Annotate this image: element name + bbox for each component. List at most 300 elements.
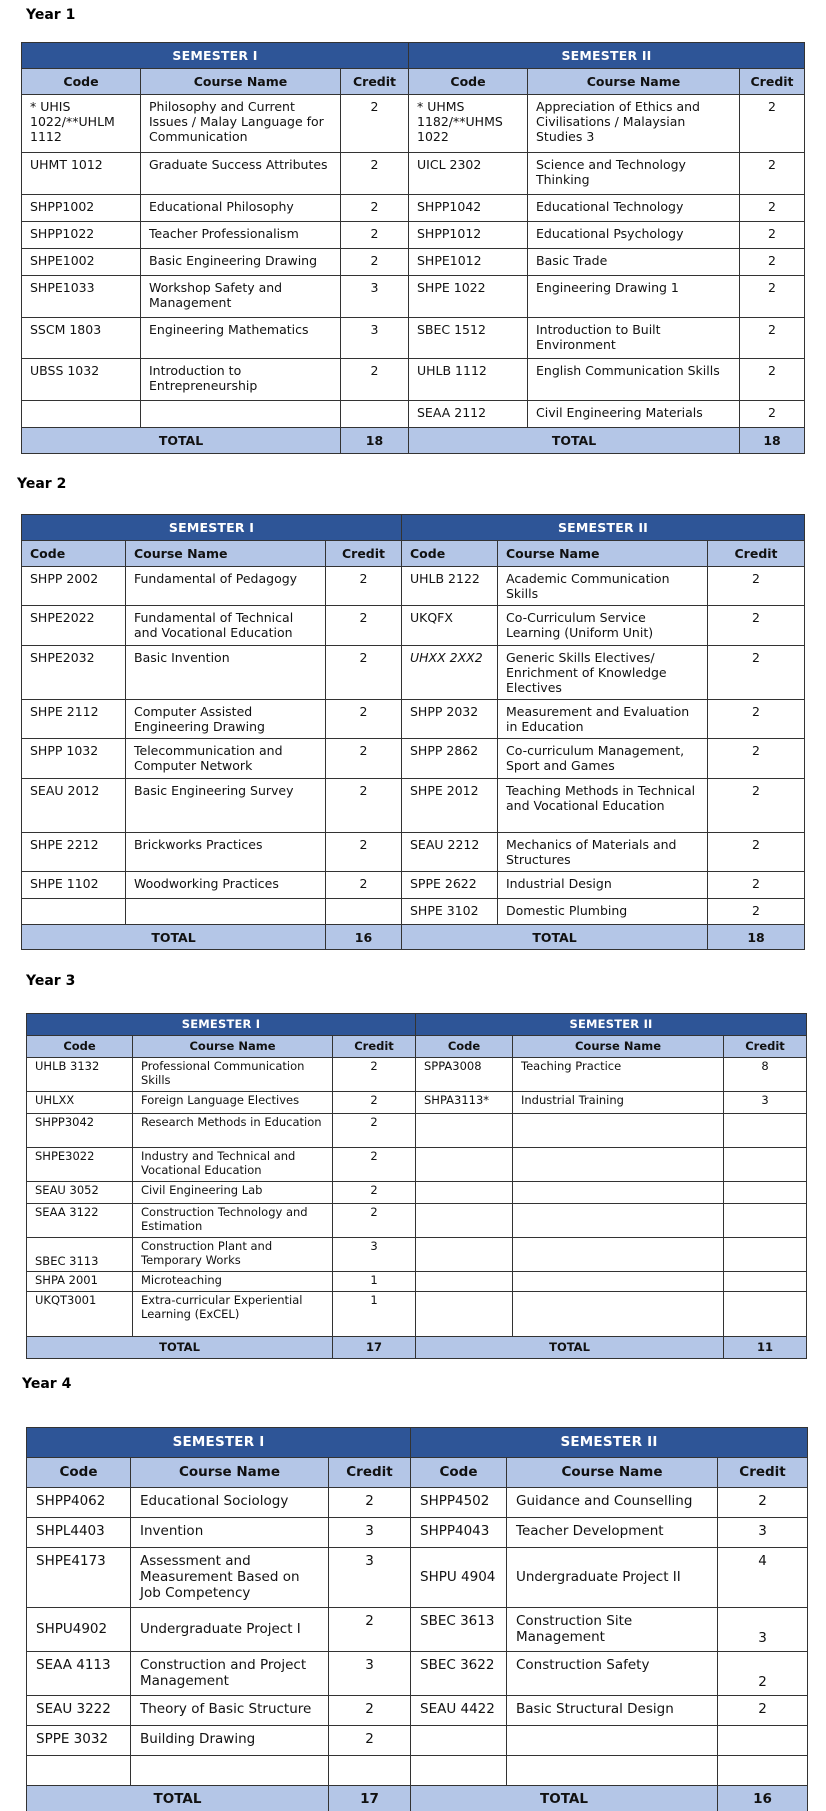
table-row: [27, 1292, 807, 1337]
semester-2-code-cell: SHPU 4904: [411, 1548, 507, 1608]
semester-1-header: SEMESTER I: [22, 515, 402, 541]
table-row: [22, 899, 805, 925]
semester-1-code-cell: SHPP4062: [27, 1488, 131, 1518]
semester-2-credit-cell: 8: [724, 1058, 807, 1092]
semester-1-code-cell: * UHIS 1022/**UHLM 1112: [22, 95, 141, 153]
table-row: [22, 153, 805, 195]
semester-1-code-cell: SEAU 3052: [27, 1182, 133, 1204]
semester-1-credit-cell: 2: [329, 1726, 411, 1756]
semester-1-course-name-cell: [126, 899, 326, 925]
code-header: Code: [409, 69, 528, 95]
semester-2-credit-cell: 2: [740, 249, 805, 276]
semester-2-credit-cell: 2: [740, 222, 805, 249]
semester-1-course-name-cell: Construction and Project Management: [131, 1652, 329, 1696]
semester-1-code-cell: SEAA 3122: [27, 1204, 133, 1238]
year-3-title: Year 3: [26, 973, 76, 989]
semester-1-course-name-cell: Research Methods in Education: [133, 1114, 333, 1148]
code-header: Code: [27, 1036, 133, 1058]
table-row: [27, 1548, 808, 1608]
semester-2-credit-cell: [724, 1148, 807, 1182]
table-row: [22, 276, 805, 318]
semester-1-total: 16: [326, 925, 402, 950]
semester-1-course-name-cell: Basic Invention: [126, 646, 326, 700]
table-row: [27, 1204, 807, 1238]
semester-2-course-name-cell: Co-Curriculum Service Learning (Uniform Unit): [498, 606, 708, 646]
semester-2-code-cell: SEAU 2212: [402, 833, 498, 872]
table-row: [22, 646, 805, 700]
semester-1-course-name-cell: Philosophy and Current Issues / Malay Language for Communication: [141, 95, 341, 153]
credit-header: Credit: [326, 541, 402, 567]
semester-1-course-name-cell: Industry and Technical and Vocational Education: [133, 1148, 333, 1182]
semester-2-credit-cell: 3: [718, 1608, 808, 1652]
code-header: Code: [416, 1036, 513, 1058]
semester-1-course-name-cell: Brickworks Practices: [126, 833, 326, 872]
course-name-header: Course Name: [507, 1458, 718, 1488]
semester-1-course-name-cell: Extra-curricular Experiential Learning (ExCEL): [133, 1292, 333, 1337]
semester-2-header: SEMESTER II: [402, 515, 805, 541]
total-label: TOTAL: [22, 428, 341, 454]
semester-1-code-cell: SBEC 3113: [27, 1238, 133, 1272]
semester-2-code-cell: SHPE 3102: [402, 899, 498, 925]
semester-2-course-name-cell: [513, 1238, 724, 1272]
semester-1-total: 17: [333, 1337, 416, 1359]
semester-2-header: SEMESTER II: [411, 1428, 808, 1458]
semester-1-course-name-cell: Basic Engineering Drawing: [141, 249, 341, 276]
semester-2-credit-cell: 2: [718, 1488, 808, 1518]
semester-2-course-name-cell: Construction Safety: [507, 1652, 718, 1696]
semester-1-course-name-cell: Civil Engineering Lab: [133, 1182, 333, 1204]
semester-2-credit-cell: [724, 1238, 807, 1272]
semester-1-course-name-cell: Foreign Language Electives: [133, 1092, 333, 1114]
table-row: [22, 95, 805, 153]
semester-1-total: 18: [341, 428, 409, 454]
semester-1-course-name-cell: Educational Philosophy: [141, 195, 341, 222]
semester-1-credit-cell: 3: [329, 1548, 411, 1608]
total-label: TOTAL: [402, 925, 708, 950]
semester-1-header: SEMESTER I: [27, 1014, 416, 1036]
semester-2-course-name-cell: Teaching Practice: [513, 1058, 724, 1092]
semester-2-course-name-cell: [513, 1272, 724, 1292]
semester-2-course-name-cell: Basic Structural Design: [507, 1696, 718, 1726]
course-name-header: Course Name: [133, 1036, 333, 1058]
table-row: [27, 1238, 807, 1272]
year-3-course-rows: [27, 1058, 807, 1337]
semester-1-credit-cell: 2: [333, 1182, 416, 1204]
semester-1-course-name-cell: Basic Engineering Survey: [126, 779, 326, 833]
semester-2-code-cell: SEAA 2112: [409, 401, 528, 428]
semester-1-course-name-cell: Undergraduate Project I: [131, 1608, 329, 1652]
semester-2-credit-cell: 2: [708, 646, 805, 700]
semester-2-course-name-cell: Undergraduate Project II: [507, 1548, 718, 1608]
semester-2-course-name-cell: Co-curriculum Management, Sport and Games: [498, 739, 708, 779]
semester-2-code-cell: UHLB 1112: [409, 359, 528, 401]
semester-1-course-name-cell: Teacher Professionalism: [141, 222, 341, 249]
semester-2-credit-cell: 2: [740, 95, 805, 153]
credit-header: Credit: [341, 69, 409, 95]
semester-1-credit-cell: 2: [326, 872, 402, 899]
semester-2-credit-cell: [724, 1272, 807, 1292]
semester-2-credit-cell: [724, 1292, 807, 1337]
semester-2-code-cell: UHLB 2122: [402, 567, 498, 606]
semester-1-course-name-cell: Microteaching: [133, 1272, 333, 1292]
semester-2-code-cell: [416, 1148, 513, 1182]
semester-2-course-name-cell: Introduction to Built Environment: [528, 318, 740, 359]
semester-2-credit-cell: [718, 1726, 808, 1756]
semester-2-course-name-cell: Mechanics of Materials and Structures: [498, 833, 708, 872]
table-row: [22, 872, 805, 899]
semester-2-course-name-cell: Educational Technology: [528, 195, 740, 222]
semester-2-code-cell: SHPE1012: [409, 249, 528, 276]
semester-2-course-name-cell: Construction Site Management: [507, 1608, 718, 1652]
semester-2-course-name-cell: Domestic Plumbing: [498, 899, 708, 925]
semester-1-credit-cell: 2: [326, 779, 402, 833]
semester-1-course-name-cell: Construction Plant and Temporary Works: [133, 1238, 333, 1272]
semester-2-credit-cell: 2: [708, 700, 805, 739]
total-row: [22, 925, 805, 950]
table-row: [27, 1608, 808, 1652]
semester-1-course-name-cell: Woodworking Practices: [126, 872, 326, 899]
table-row: [27, 1058, 807, 1092]
semester-1-credit-cell: 2: [341, 195, 409, 222]
credit-header: Credit: [718, 1458, 808, 1488]
year-2-table: [21, 514, 805, 950]
semester-2-code-cell: SHPP1012: [409, 222, 528, 249]
semester-2-code-cell: [416, 1238, 513, 1272]
semester-1-credit-cell: 2: [326, 833, 402, 872]
semester-1-code-cell: SHPP 1032: [22, 739, 126, 779]
semester-2-credit-cell: [724, 1204, 807, 1238]
semester-1-code-cell: UHLXX: [27, 1092, 133, 1114]
semester-2-code-cell: [416, 1114, 513, 1148]
semester-1-credit-cell: 2: [326, 646, 402, 700]
semester-2-code-cell: SHPP4502: [411, 1488, 507, 1518]
table-row: [22, 401, 805, 428]
table-row: [22, 222, 805, 249]
semester-1-credit-cell: 2: [341, 249, 409, 276]
semester-1-code-cell: SEAU 2012: [22, 779, 126, 833]
semester-2-total: 16: [718, 1786, 808, 1811]
course-name-header: Course Name: [126, 541, 326, 567]
semester-1-code-cell: SHPE2032: [22, 646, 126, 700]
semester-1-code-cell: SHPU4902: [27, 1608, 131, 1652]
semester-2-code-cell: SHPP 2862: [402, 739, 498, 779]
semester-2-header: SEMESTER II: [416, 1014, 807, 1036]
code-header: Code: [27, 1458, 131, 1488]
semester-2-course-name-cell: Academic Communication Skills: [498, 567, 708, 606]
semester-1-credit-cell: [329, 1756, 411, 1786]
semester-1-code-cell: SHPE2022: [22, 606, 126, 646]
semester-2-course-name-cell: Engineering Drawing 1: [528, 276, 740, 318]
semester-2-code-cell: SBEC 3613: [411, 1608, 507, 1652]
year-4-course-rows: [27, 1488, 808, 1786]
semester-1-code-cell: UHMT 1012: [22, 153, 141, 195]
code-header: Code: [402, 541, 498, 567]
semester-2-code-cell: [411, 1726, 507, 1756]
semester-2-code-cell: [416, 1292, 513, 1337]
semester-2-code-cell: UICL 2302: [409, 153, 528, 195]
semester-2-credit-cell: 2: [708, 779, 805, 833]
semester-1-credit-cell: 2: [326, 606, 402, 646]
semester-2-code-cell: SHPA3113*: [416, 1092, 513, 1114]
semester-2-course-name-cell: Industrial Training: [513, 1092, 724, 1114]
total-label: TOTAL: [409, 428, 740, 454]
semester-1-credit-cell: 1: [333, 1292, 416, 1337]
semester-2-credit-cell: 2: [740, 318, 805, 359]
semester-1-code-cell: UBSS 1032: [22, 359, 141, 401]
semester-2-code-cell: [416, 1272, 513, 1292]
code-header: Code: [22, 69, 141, 95]
semester-1-credit-cell: [326, 899, 402, 925]
semester-2-course-name-cell: Industrial Design: [498, 872, 708, 899]
table-row: [22, 700, 805, 739]
semester-2-course-name-cell: Civil Engineering Materials: [528, 401, 740, 428]
semester-1-credit-cell: 2: [329, 1488, 411, 1518]
semester-1-credit-cell: 2: [341, 359, 409, 401]
semester-1-code-cell: UKQT3001: [27, 1292, 133, 1337]
semester-1-course-name-cell: Engineering Mathematics: [141, 318, 341, 359]
semester-2-course-name-cell: [507, 1756, 718, 1786]
semester-1-code-cell: SHPA 2001: [27, 1272, 133, 1292]
year-2-course-rows: [22, 567, 805, 925]
semester-1-course-name-cell: [141, 401, 341, 428]
course-name-header: Course Name: [528, 69, 740, 95]
semester-1-code-cell: SHPE1002: [22, 249, 141, 276]
table-row: [27, 1092, 807, 1114]
year-3-table: [26, 1013, 807, 1359]
semester-1-credit-cell: 3: [341, 318, 409, 359]
total-row: [22, 428, 805, 454]
semester-1-total: 17: [329, 1786, 411, 1811]
semester-1-code-cell: SHPE 1102: [22, 872, 126, 899]
semester-1-credit-cell: 2: [326, 567, 402, 606]
table-row: [22, 359, 805, 401]
credit-header: Credit: [740, 69, 805, 95]
semester-1-course-name-cell: Fundamental of Technical and Vocational Education: [126, 606, 326, 646]
semester-1-credit-cell: 2: [333, 1148, 416, 1182]
semester-1-credit-cell: 3: [329, 1518, 411, 1548]
semester-1-credit-cell: 3: [333, 1238, 416, 1272]
semester-2-credit-cell: 2: [740, 276, 805, 318]
semester-1-credit-cell: 2: [326, 739, 402, 779]
semester-2-course-name-cell: Measurement and Evaluation in Education: [498, 700, 708, 739]
semester-1-credit-cell: 2: [326, 700, 402, 739]
semester-1-course-name-cell: [131, 1756, 329, 1786]
semester-2-code-cell: UHXX 2XX2: [402, 646, 498, 700]
year-1-table: [21, 42, 805, 454]
semester-2-credit-cell: 2: [740, 401, 805, 428]
table-row: [22, 606, 805, 646]
semester-2-code-cell: SPPA3008: [416, 1058, 513, 1092]
course-name-header: Course Name: [141, 69, 341, 95]
table-row: [27, 1726, 808, 1756]
semester-2-code-cell: SHPE 1022: [409, 276, 528, 318]
semester-2-credit-cell: [724, 1114, 807, 1148]
semester-1-credit-cell: 2: [333, 1092, 416, 1114]
semester-2-credit-cell: 2: [740, 153, 805, 195]
semester-1-course-name-cell: Workshop Safety and Management: [141, 276, 341, 318]
semester-1-course-name-cell: Building Drawing: [131, 1726, 329, 1756]
semester-1-code-cell: SHPP1002: [22, 195, 141, 222]
total-row: [27, 1337, 807, 1359]
semester-1-code-cell: SHPP3042: [27, 1114, 133, 1148]
table-row: [22, 249, 805, 276]
total-label: TOTAL: [416, 1337, 724, 1359]
table-row: [27, 1148, 807, 1182]
semester-2-course-name-cell: [513, 1182, 724, 1204]
semester-2-credit-cell: [724, 1182, 807, 1204]
table-row: [27, 1756, 808, 1786]
semester-2-code-cell: [416, 1182, 513, 1204]
semester-2-credit-cell: 2: [708, 606, 805, 646]
total-label: TOTAL: [22, 925, 326, 950]
table-row: [22, 779, 805, 833]
semester-2-total: 18: [740, 428, 805, 454]
semester-1-code-cell: SHPP 2002: [22, 567, 126, 606]
semester-1-code-cell: SHPP1022: [22, 222, 141, 249]
semester-1-credit-cell: 2: [329, 1696, 411, 1726]
semester-1-credit-cell: 2: [333, 1114, 416, 1148]
semester-1-header: SEMESTER I: [22, 43, 409, 69]
semester-1-course-name-cell: Theory of Basic Structure: [131, 1696, 329, 1726]
total-row: [27, 1786, 808, 1811]
table-row: [27, 1696, 808, 1726]
semester-1-credit-cell: 2: [341, 153, 409, 195]
semester-1-code-cell: SEAU 3222: [27, 1696, 131, 1726]
semester-1-code-cell: SHPE 2112: [22, 700, 126, 739]
credit-header: Credit: [724, 1036, 807, 1058]
table-row: [27, 1518, 808, 1548]
semester-2-credit-cell: 2: [718, 1696, 808, 1726]
semester-1-credit-cell: 2: [333, 1058, 416, 1092]
semester-2-total: 11: [724, 1337, 807, 1359]
semester-2-credit-cell: 2: [708, 833, 805, 872]
semester-1-course-name-cell: Assessment and Measurement Based on Job Competency: [131, 1548, 329, 1608]
semester-2-credit-cell: [718, 1756, 808, 1786]
semester-2-course-name-cell: [513, 1292, 724, 1337]
table-row: [27, 1272, 807, 1292]
semester-2-code-cell: SBEC 1512: [409, 318, 528, 359]
semester-2-code-cell: * UHMS 1182/**UHMS 1022: [409, 95, 528, 153]
table-row: [22, 318, 805, 359]
semester-1-course-name-cell: Computer Assisted Engineering Drawing: [126, 700, 326, 739]
semester-1-code-cell: [22, 401, 141, 428]
semester-1-code-cell: SHPE 2212: [22, 833, 126, 872]
table-row: [22, 195, 805, 222]
semester-2-code-cell: SEAU 4422: [411, 1696, 507, 1726]
semester-2-code-cell: [416, 1204, 513, 1238]
semester-1-course-name-cell: Introduction to Entrepreneurship: [141, 359, 341, 401]
semester-2-code-cell: SHPE 2012: [402, 779, 498, 833]
table-row: [22, 739, 805, 779]
semester-1-credit-cell: 2: [341, 95, 409, 153]
semester-2-course-name-cell: English Communication Skills: [528, 359, 740, 401]
semester-1-credit-cell: 3: [329, 1652, 411, 1696]
total-label: TOTAL: [27, 1786, 329, 1811]
semester-1-code-cell: SHPE4173: [27, 1548, 131, 1608]
code-header: Code: [22, 541, 126, 567]
semester-1-code-cell: SPPE 3032: [27, 1726, 131, 1756]
semester-2-code-cell: SHPP1042: [409, 195, 528, 222]
year-2-title: Year 2: [17, 476, 67, 492]
semester-1-course-name-cell: Fundamental of Pedagogy: [126, 567, 326, 606]
semester-2-course-name-cell: Appreciation of Ethics and Civilisations / Malaysian Studies 3: [528, 95, 740, 153]
semester-1-course-name-cell: Professional Communication Skills: [133, 1058, 333, 1092]
semester-2-credit-cell: 2: [708, 567, 805, 606]
semester-2-header: SEMESTER II: [409, 43, 805, 69]
semester-2-credit-cell: 2: [708, 872, 805, 899]
semester-2-credit-cell: 2: [708, 739, 805, 779]
semester-2-course-name-cell: Guidance and Counselling: [507, 1488, 718, 1518]
semester-1-header: SEMESTER I: [27, 1428, 411, 1458]
table-row: [27, 1488, 808, 1518]
semester-1-code-cell: SEAA 4113: [27, 1652, 131, 1696]
course-name-header: Course Name: [131, 1458, 329, 1488]
semester-2-course-name-cell: Science and Technology Thinking: [528, 153, 740, 195]
semester-1-course-name-cell: Graduate Success Attributes: [141, 153, 341, 195]
semester-1-course-name-cell: Invention: [131, 1518, 329, 1548]
semester-1-code-cell: [27, 1756, 131, 1786]
table-row: [22, 833, 805, 872]
semester-1-credit-cell: 1: [333, 1272, 416, 1292]
semester-2-code-cell: SPPE 2622: [402, 872, 498, 899]
semester-2-total: 18: [708, 925, 805, 950]
semester-2-credit-cell: 3: [724, 1092, 807, 1114]
semester-2-course-name-cell: Educational Psychology: [528, 222, 740, 249]
credit-header: Credit: [329, 1458, 411, 1488]
semester-2-code-cell: SHPP4043: [411, 1518, 507, 1548]
semester-1-code-cell: SHPL4403: [27, 1518, 131, 1548]
table-row: [27, 1114, 807, 1148]
credit-header: Credit: [708, 541, 805, 567]
semester-1-credit-cell: [341, 401, 409, 428]
semester-1-credit-cell: 3: [341, 276, 409, 318]
total-label: TOTAL: [411, 1786, 718, 1811]
year-1-course-rows: [22, 95, 805, 428]
semester-2-course-name-cell: Basic Trade: [528, 249, 740, 276]
table-row: [27, 1652, 808, 1696]
code-header: Code: [411, 1458, 507, 1488]
year-4-title: Year 4: [22, 1376, 72, 1392]
semester-1-credit-cell: 2: [329, 1608, 411, 1652]
semester-1-course-name-cell: Construction Technology and Estimation: [133, 1204, 333, 1238]
semester-2-course-name-cell: [513, 1148, 724, 1182]
total-label: TOTAL: [27, 1337, 333, 1359]
semester-2-course-name-cell: [507, 1726, 718, 1756]
course-name-header: Course Name: [513, 1036, 724, 1058]
table-row: [27, 1182, 807, 1204]
semester-1-code-cell: SHPE1033: [22, 276, 141, 318]
semester-1-credit-cell: 2: [341, 222, 409, 249]
semester-2-code-cell: SHPP 2032: [402, 700, 498, 739]
credit-header: Credit: [333, 1036, 416, 1058]
year-1-title: Year 1: [26, 7, 76, 23]
semester-1-course-name-cell: Educational Sociology: [131, 1488, 329, 1518]
semester-2-course-name-cell: Generic Skills Electives/ Enrichment of Knowledge Electives: [498, 646, 708, 700]
semester-2-code-cell: UKQFX: [402, 606, 498, 646]
semester-2-credit-cell: 4: [718, 1548, 808, 1608]
semester-1-code-cell: SSCM 1803: [22, 318, 141, 359]
year-4-table: [26, 1427, 808, 1811]
semester-2-course-name-cell: [513, 1114, 724, 1148]
semester-1-code-cell: SHPE3022: [27, 1148, 133, 1182]
semester-2-code-cell: SBEC 3622: [411, 1652, 507, 1696]
course-name-header: Course Name: [498, 541, 708, 567]
semester-2-credit-cell: 3: [718, 1518, 808, 1548]
semester-1-code-cell: UHLB 3132: [27, 1058, 133, 1092]
semester-1-credit-cell: 2: [333, 1204, 416, 1238]
semester-1-course-name-cell: Telecommunication and Computer Network: [126, 739, 326, 779]
semester-2-code-cell: [411, 1756, 507, 1786]
